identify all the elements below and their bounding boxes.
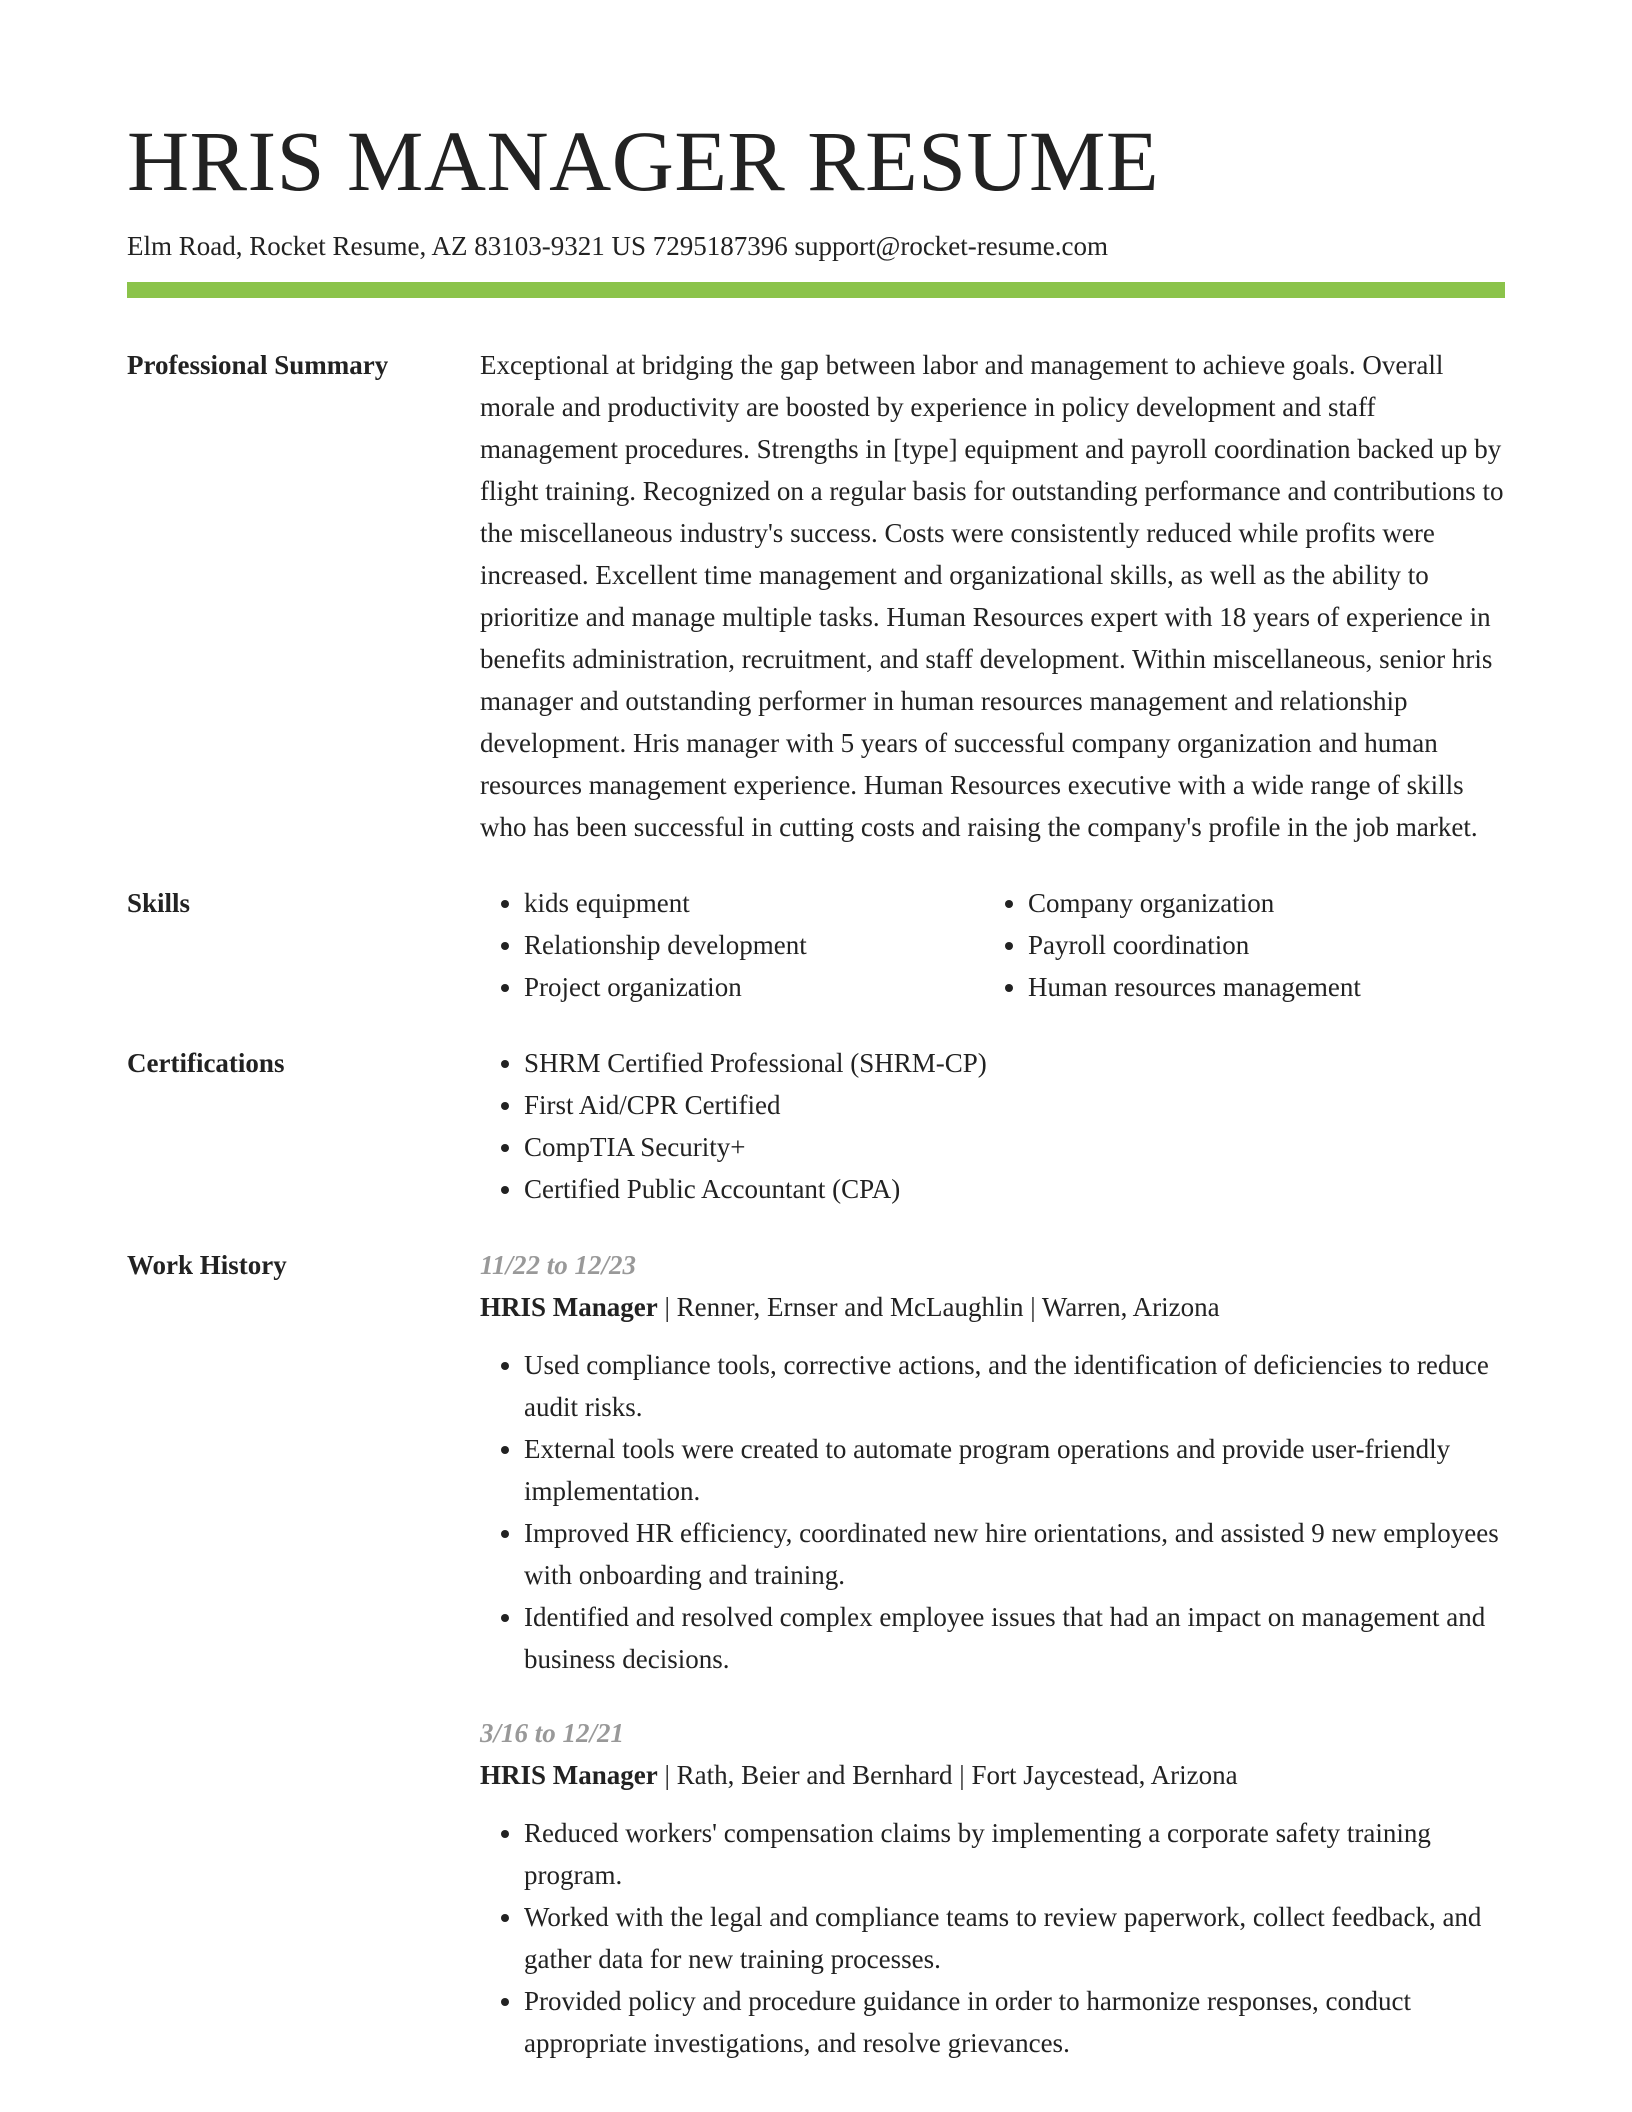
skill-item: • Company organization	[1028, 882, 1488, 924]
skills-list-right	[984, 882, 1488, 1008]
skills-list-left	[480, 882, 984, 1008]
job-employer-location: | Renner, Ernser and McLaughlin | Warren, Arizona	[657, 1292, 1220, 1323]
section-label-work-history: Work History	[127, 1250, 287, 1281]
section-label-skills: Skills	[127, 888, 191, 919]
job-heading	[480, 1754, 1505, 1796]
section-label-summary: Professional Summary	[127, 350, 389, 381]
certification-item: • Certified Public Accountant (CPA)	[524, 1168, 1505, 1210]
job-entry	[480, 1244, 1505, 1680]
job-bullet: • External tools were created to automate program operations and provide user-friendly implementation.	[524, 1428, 1505, 1512]
job-title: HRIS Manager	[480, 1292, 658, 1323]
skill-item: • Project organization	[524, 966, 984, 1008]
accent-divider	[127, 282, 1505, 298]
job-bullet: • Identified and resolved complex employee issues that had an impact on management and business decisions.	[524, 1596, 1505, 1680]
contact-line: Elm Road, Rocket Resume, AZ 83103-9321 US 7295187396 support@rocket-resume.com	[127, 231, 1108, 261]
skill-item: • Payroll coordination	[1028, 924, 1488, 966]
job-title: HRIS Manager	[480, 1760, 658, 1791]
skill-item: • kids equipment	[524, 882, 984, 924]
skills-grid	[480, 882, 1505, 1008]
skills-column-left	[480, 882, 984, 1008]
work-history-section	[127, 1244, 1505, 2096]
job-bullet: • Improved HR efficiency, coordinated new hire orientations, and assisted 9 new employees with onboarding and training.	[524, 1512, 1505, 1596]
job-heading	[480, 1286, 1505, 1328]
job-employer-location: | Rath, Beier and Bernhard | Fort Jaycestead, Arizona	[657, 1760, 1238, 1791]
job-bullet: • Provided policy and procedure guidance in order to harmonize responses, conduct appropriate investigations, and resolve grievances.	[524, 1980, 1505, 2064]
skill-item: • Relationship development	[524, 924, 984, 966]
skills-column-right	[984, 882, 1488, 1008]
job-entry	[480, 1712, 1505, 2064]
summary-text: Exceptional at bridging the gap between labor and management to achieve goals. Overall morale and productivity are boosted by experience in policy development and staff management procedures. Strengths in [type] equipment and payroll coordination backed up by flight training. Recognized on a regular basis for outstanding performance and contributions to the miscellaneous industry's success. Costs were consistently reduced while profits were increased. Excellent time management and organizational skills, as well as the ability to prioritize and manage multiple tasks. Human Resources expert with 18 years of experience in benefits administration, recruitment, and staff development. Within miscellaneous, senior hris manager and outstanding performer in human resources management and relationship development. Hris manager with 5 years of successful company organization and human resources management experience. Human Resources executive with a wide range of skills who has been successful in cutting costs and raising the company's profile in the job market.	[480, 350, 1504, 843]
job-bullet: • Used compliance tools, corrective actions, and the identification of deficiencies to reduce audit risks.	[524, 1344, 1505, 1428]
skill-item: • Human resources management	[1028, 966, 1488, 1008]
certification-item: • SHRM Certified Professional (SHRM-CP)	[524, 1042, 1505, 1084]
skills-body	[480, 882, 1505, 1008]
summary-body	[480, 344, 1505, 848]
section-label-certifications: Certifications	[127, 1048, 285, 1079]
resume-title: HRIS MANAGER RESUME	[127, 113, 1160, 209]
job-bullets	[480, 1344, 1505, 1680]
certification-item: • First Aid/CPR Certified	[524, 1084, 1505, 1126]
work-history-body	[480, 1244, 1505, 2096]
certification-item: • CompTIA Security+	[524, 1126, 1505, 1168]
job-dates: 3/16 to 12/21	[480, 1718, 625, 1749]
skills-section	[127, 882, 1505, 1008]
job-bullets	[480, 1812, 1505, 2064]
job-bullet: • Reduced workers' compensation claims by implementing a corporate safety training program.	[524, 1812, 1505, 1896]
job-bullet: • Worked with the legal and compliance teams to review paperwork, collect feedback, and gather data for new training processes.	[524, 1896, 1505, 1980]
resume-sections	[127, 344, 1505, 2096]
certifications-body	[480, 1042, 1505, 1210]
certifications-section	[127, 1042, 1505, 1210]
professional-summary-section	[127, 344, 1505, 848]
certifications-list	[480, 1042, 1505, 1210]
job-dates: 11/22 to 12/23	[480, 1250, 637, 1281]
